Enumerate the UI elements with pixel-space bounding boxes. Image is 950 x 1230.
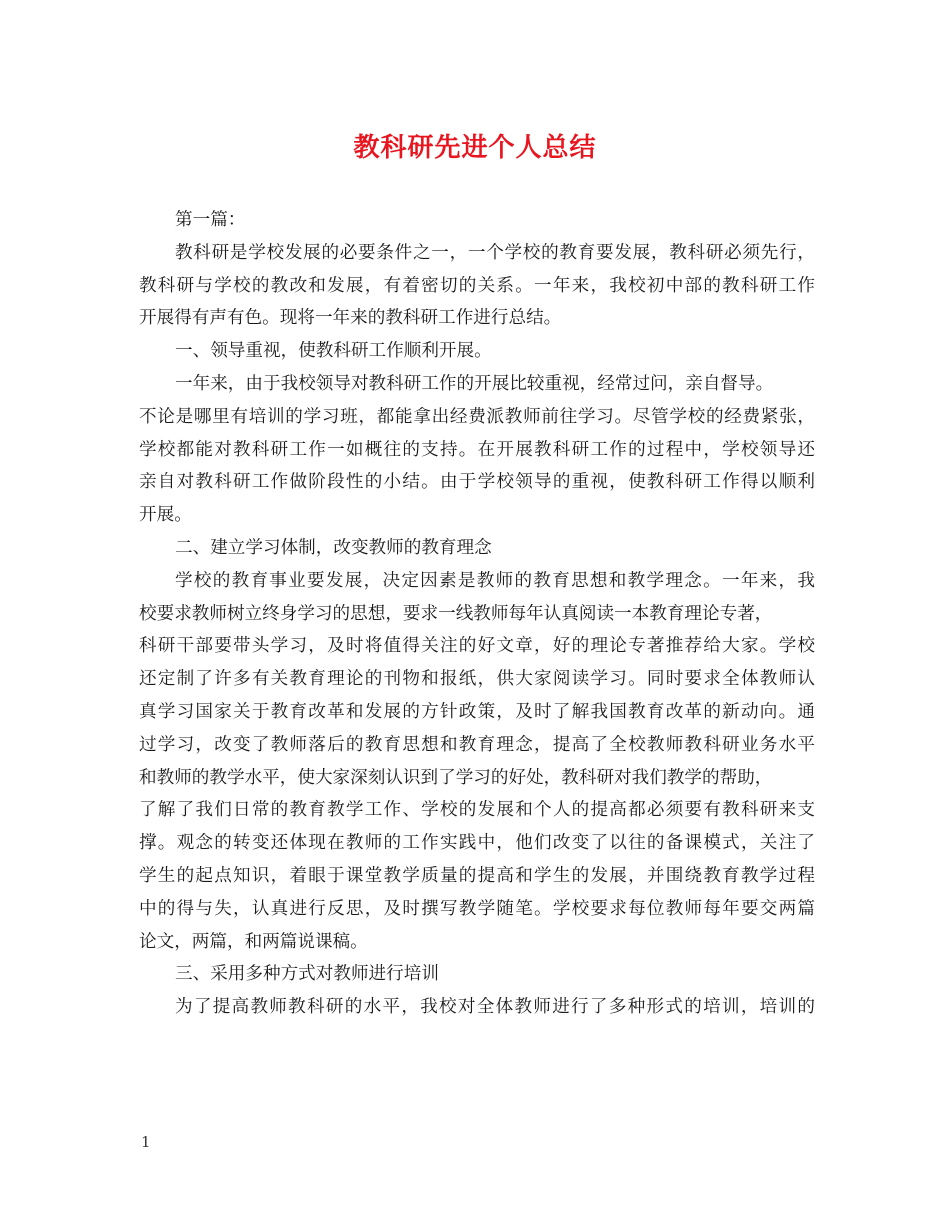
- section-heading: 一、领导重视，使教科研工作顺利开展。: [175, 341, 492, 362]
- paragraph-line: 过学习，改变了教师落后的教育思想和教育理念，提高了全校教师教科研业务水平: [139, 734, 815, 755]
- paragraph-line: 为了提高教师教科研的水平，我校对全体教师进行了多种形式的培训，培训的: [175, 997, 815, 1018]
- paragraph-line: 不论是哪里有培训的学习班，都能拿出经费派教师前往学习。尽管学校的经费紧张，: [139, 406, 815, 427]
- document-title: 教科研先进个人总结: [353, 133, 597, 163]
- paragraph-line: 教科研是学校发展的必要条件之一，一个学校的教育要发展，教科研必须先行，: [175, 242, 815, 263]
- paragraph-line: 开展得有声有色。现将一年来的教科研工作进行总结。: [139, 308, 562, 329]
- paragraph-line: 科研干部要带头学习，及时将值得关注的好文章，好的理论专著推荐给大家。学校: [139, 636, 815, 657]
- section-heading: 三、采用多种方式对教师进行培训: [175, 964, 439, 985]
- page-number: 1: [141, 1133, 151, 1151]
- paragraph-line: 和教师的教学水平，使大家深刻认识到了学习的好处，教科研对我们教学的帮助，: [139, 767, 773, 788]
- paragraph-line: 中的得与失，认真进行反思，及时撰写教学随笔。学校要求每位教师每年要交两篇: [139, 898, 815, 919]
- paragraph-line: 学校的教育事业要发展，决定因素是教师的教育思想和教学理念。一年来，我: [175, 570, 815, 591]
- paragraph-line: 教科研与学校的教改和发展，有着密切的关系。一年来，我校初中部的教科研工作: [139, 275, 815, 296]
- paragraph-line: 一年来，由于我校领导对教科研工作的开展比较重视，经常过问，亲自督导。: [175, 373, 774, 394]
- paragraph-line: 了解了我们日常的教育教学工作、学校的发展和个人的提高都必须要有教科研来支: [139, 800, 815, 821]
- paragraph-line: 亲自对教科研工作做阶段性的小结。由于学校领导的重视，使教科研工作得以顺利: [139, 472, 815, 493]
- paragraph-line: 论文，两篇，和两篇说课稿。: [139, 931, 368, 952]
- paragraph-line: 开展。: [139, 505, 192, 526]
- section-label: 第一篇：: [175, 210, 246, 230]
- paragraph-line: 学生的起点知识，着眼于课堂教学质量的提高和学生的发展，并围绕教育教学过程: [139, 865, 815, 886]
- paragraph-line: 真学习国家关于教育改革和发展的方针政策，及时了解我国教育改革的新动向。通: [139, 701, 815, 722]
- section-heading: 二、建立学习体制，改变教师的教育理念: [175, 537, 492, 558]
- paragraph-line: 撑。观念的转变还体现在教师的工作实践中，他们改变了以往的备课模式，关注了: [139, 833, 815, 854]
- paragraph-line: 学校都能对教科研工作一如概往的支持。在开展教科研工作的过程中，学校领导还: [139, 439, 815, 460]
- paragraph-line: 还定制了许多有关教育理论的刊物和报纸，供大家阅读学习。同时要求全体教师认: [139, 669, 815, 690]
- paragraph-line: 校要求教师树立终身学习的思想，要求一线教师每年认真阅读一本教育理论专著，: [139, 603, 773, 624]
- document-body: [139, 204, 815, 1024]
